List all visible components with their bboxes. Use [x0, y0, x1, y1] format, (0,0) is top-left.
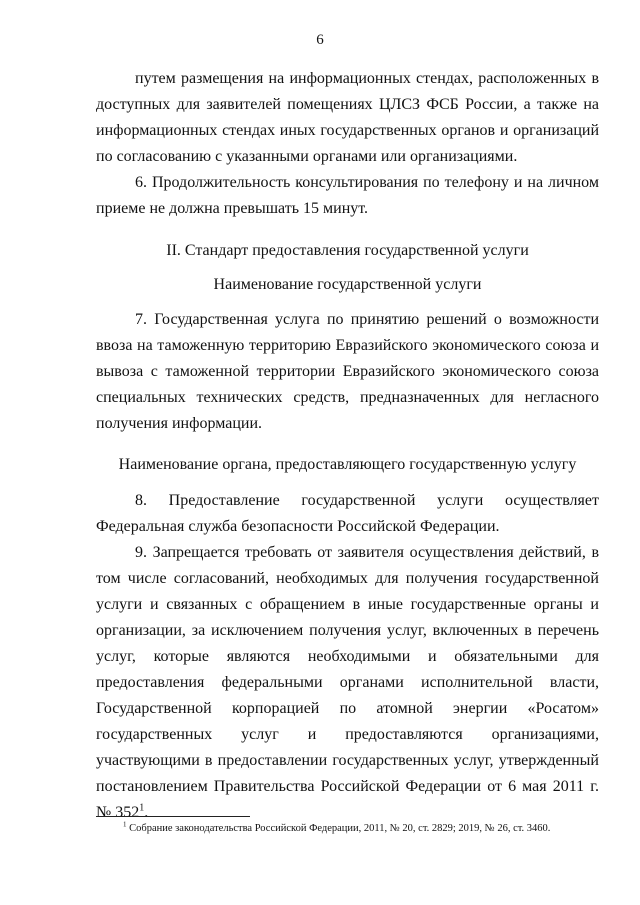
paragraph-9-end: .	[144, 804, 149, 821]
paragraph-7: 7. Государственная услуга по принятию решений о возможности ввоза на таможенную территорию Евразийского экономического союза и вывоза с таможенной территории Евразийского экономического союза специальных технических средств, предназначенных для негласного получения информации.	[96, 311, 599, 432]
paragraph-block-7	[96, 307, 599, 437]
paragraph-block-8-9	[96, 488, 599, 826]
footnote	[96, 822, 599, 836]
footnote-separator	[96, 816, 250, 817]
agency-name-heading: Наименование органа, предоставляющего государственную услугу	[118, 456, 577, 473]
paragraph-block-top	[96, 66, 599, 222]
footnote-marker: 1	[123, 820, 127, 829]
paragraph-9	[96, 540, 599, 826]
footnote-text: Собрание законодательства Российской Федерации, 2011, № 20, ст. 2829; 2019, № 26, ст. 3460.	[126, 823, 551, 834]
paragraph-continuation: путем размещения на информационных стендах, расположенных в доступных для заявителей помещениях ЦЛСЗ ФСБ России, а также на информационных стендах иных государственных органов и организаций по согласованию с указанными органами или организациями.	[96, 70, 599, 165]
paragraph-6: 6. Продолжительность консультирования по телефону и на личном приеме не должна превышать 15 минут.	[96, 174, 599, 217]
paragraph-9-text: 9. Запрещается требовать от заявителя осуществления действий, в том числе согласований, необходимых для получения государственной услуги и связанных с обращением в иные государственные органы и организации, за исключением получения услуг, включенных в перечень услуг, которые являются необходимыми и обязательными для предоставления федеральными органами исполнительной власти, Государственной корпорацией по атомной энергии «Росатом» государственных услуг и предоставляются организациями, участвующими в предоставлении государственных услуг, утвержденный постановлением Правительства Российской Федерации от 6 мая 2011 г. № 352	[96, 544, 599, 821]
section-heading: II. Стандарт предоставления государственной услуги	[166, 242, 529, 259]
paragraph-8: 8. Предоставление государственной услуги осуществляет Федеральная служба безопасности Российской Федерации.	[96, 492, 599, 535]
service-name-heading: Наименование государственной услуги	[213, 276, 482, 293]
footnote-reference: 1	[139, 802, 145, 814]
page-number: 6	[316, 32, 324, 48]
